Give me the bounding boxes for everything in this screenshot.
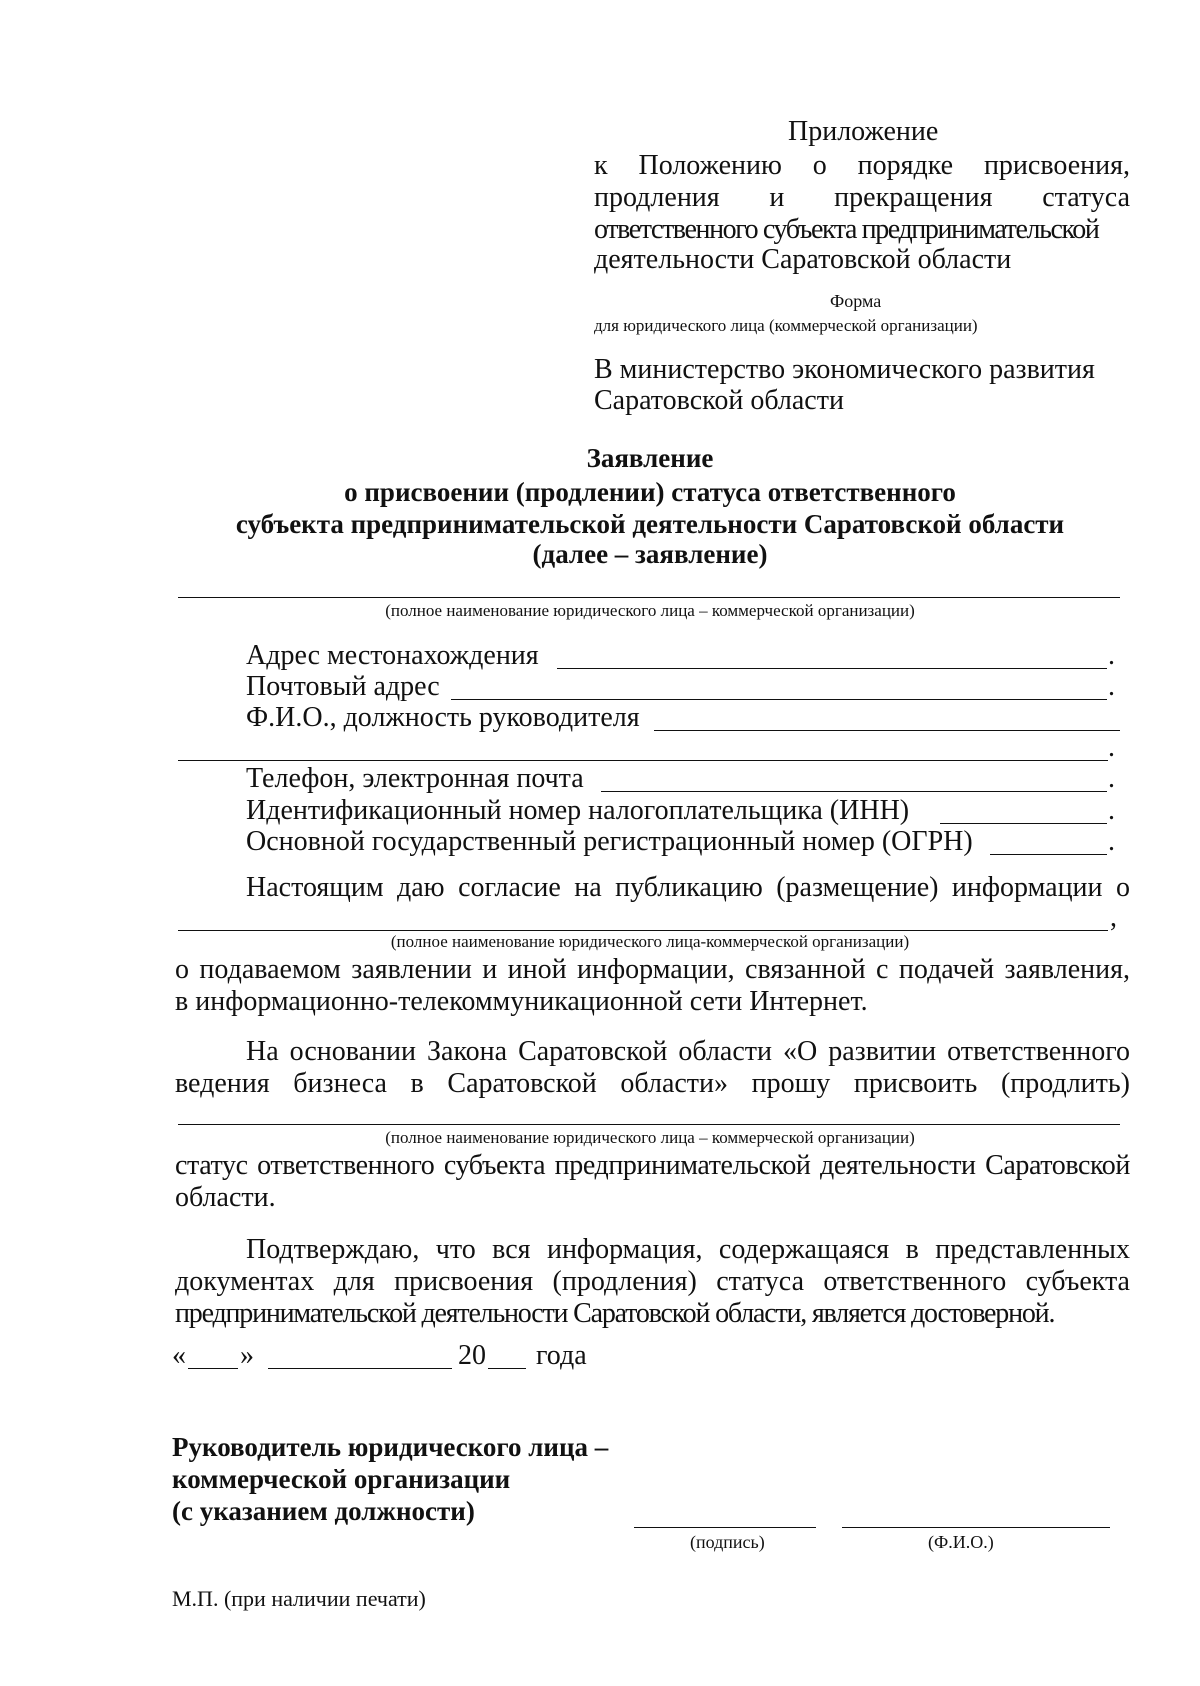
punct-dot: . — [1108, 671, 1115, 702]
appendix-line-2: продления и прекращения статуса — [594, 182, 1130, 213]
punct-comma: , — [1110, 902, 1117, 933]
date-year-field[interactable] — [488, 1368, 526, 1369]
ogrn-label: Основной государственный регистрационный номер (ОГРН) — [246, 826, 973, 857]
addressee-line-1: В министерство экономического развития — [594, 354, 1095, 385]
address-location-label: Адрес местонахождения — [246, 640, 539, 671]
date-month-field[interactable] — [268, 1368, 452, 1369]
inn-field[interactable] — [940, 823, 1107, 824]
head-name-position-label: Ф.И.О., должность руководителя — [246, 702, 640, 733]
basis-line-3: статус ответственного субъекта предпринимательской деятельности Саратовской — [175, 1150, 1130, 1181]
punct-dot: . — [1108, 640, 1115, 671]
date-year-prefix: 20 — [458, 1340, 486, 1371]
appendix-title: Приложение — [788, 116, 939, 147]
full-name-field[interactable] — [842, 1527, 1110, 1528]
signature-role-line-3: (с указанием должности) — [172, 1496, 475, 1526]
confirm-line-1: Подтверждаю, что вся информация, содержащаяся в представленных — [246, 1234, 1130, 1265]
punct-dot: . — [1108, 795, 1115, 826]
date-open-quote: « — [172, 1340, 186, 1371]
consent-org-name-field[interactable] — [178, 930, 1108, 931]
consent-line-3: в информационно-телекоммуникационной сети Интернет. — [175, 986, 868, 1017]
date-day-field[interactable] — [188, 1368, 238, 1369]
signature-role-line-1: Руководитель юридического лица – — [172, 1432, 609, 1462]
form-label-subtitle: для юридического лица (коммерческой организации) — [594, 316, 978, 335]
ogrn-field[interactable] — [990, 854, 1107, 855]
consent-caption: (полное наименование юридического лица-коммерческой организации) — [390, 932, 910, 951]
addressee-line-2: Саратовской области — [594, 385, 844, 416]
postal-address-label: Почтовый адрес — [246, 671, 440, 702]
signature-role-line-2: коммерческой организации — [172, 1464, 511, 1494]
punct-dot: . — [1108, 732, 1115, 763]
basis-line-1: На основании Закона Саратовской области «О развитии ответственного — [246, 1036, 1130, 1067]
full-name-caption: (Ф.И.О.) — [928, 1532, 994, 1552]
address-location-field[interactable] — [557, 668, 1107, 669]
org-name-line[interactable] — [178, 597, 1120, 598]
basis-caption: (полное наименование юридического лица – коммерческой организации) — [385, 1128, 915, 1147]
basis-line-4: области. — [175, 1182, 276, 1213]
stamp-note: М.П. (при наличии печати) — [172, 1586, 426, 1611]
confirm-line-3: предпринимательской деятельности Саратовской области, является достоверной. — [175, 1298, 1055, 1329]
inn-label: Идентификационный номер налогоплательщика (ИНН) — [246, 795, 910, 826]
date-year-suffix: года — [536, 1340, 587, 1371]
postal-address-field[interactable] — [451, 699, 1107, 700]
consent-line-2: о подаваемом заявлении и иной информации, связанной с подачей заявления, — [175, 954, 1130, 985]
confirm-line-2: документах для присвоения (продления) статуса ответственного субъекта — [175, 1266, 1130, 1297]
phone-email-field[interactable] — [601, 791, 1107, 792]
punct-dot: . — [1108, 826, 1115, 857]
phone-email-label: Телефон, электронная почта — [246, 763, 584, 794]
signature-caption: (подпись) — [690, 1532, 765, 1552]
consent-line-1: Настоящим даю согласие на публикацию (размещение) информации о — [246, 872, 1130, 903]
head-name-position-field[interactable] — [654, 730, 1120, 731]
heading-line-3: субъекта предпринимательской деятельности Саратовской области — [235, 509, 1065, 539]
heading-line-2: о присвоении (продлении) статуса ответственного — [344, 477, 956, 507]
form-label-title: Форма — [830, 291, 882, 311]
date-close-quote: » — [240, 1340, 254, 1371]
appendix-line-3: ответственного субъекта предпринимательской — [594, 214, 1099, 245]
punct-dot: . — [1108, 763, 1115, 794]
basis-org-name-field[interactable] — [178, 1124, 1120, 1125]
appendix-line-1: к Положению о порядке присвоения, — [594, 150, 1130, 181]
heading-line-4: (далее – заявление) — [532, 539, 768, 569]
org-name-caption: (полное наименование юридического лица – коммерческой организации) — [385, 601, 915, 620]
appendix-line-4: деятельности Саратовской области — [594, 244, 1012, 275]
basis-line-2: ведения бизнеса в Саратовской области» прошу присвоить (продлить) — [175, 1068, 1130, 1099]
signature-field[interactable] — [634, 1527, 816, 1528]
heading-title: Заявление — [586, 443, 714, 473]
head-name-position-field-continued[interactable] — [178, 760, 1108, 761]
